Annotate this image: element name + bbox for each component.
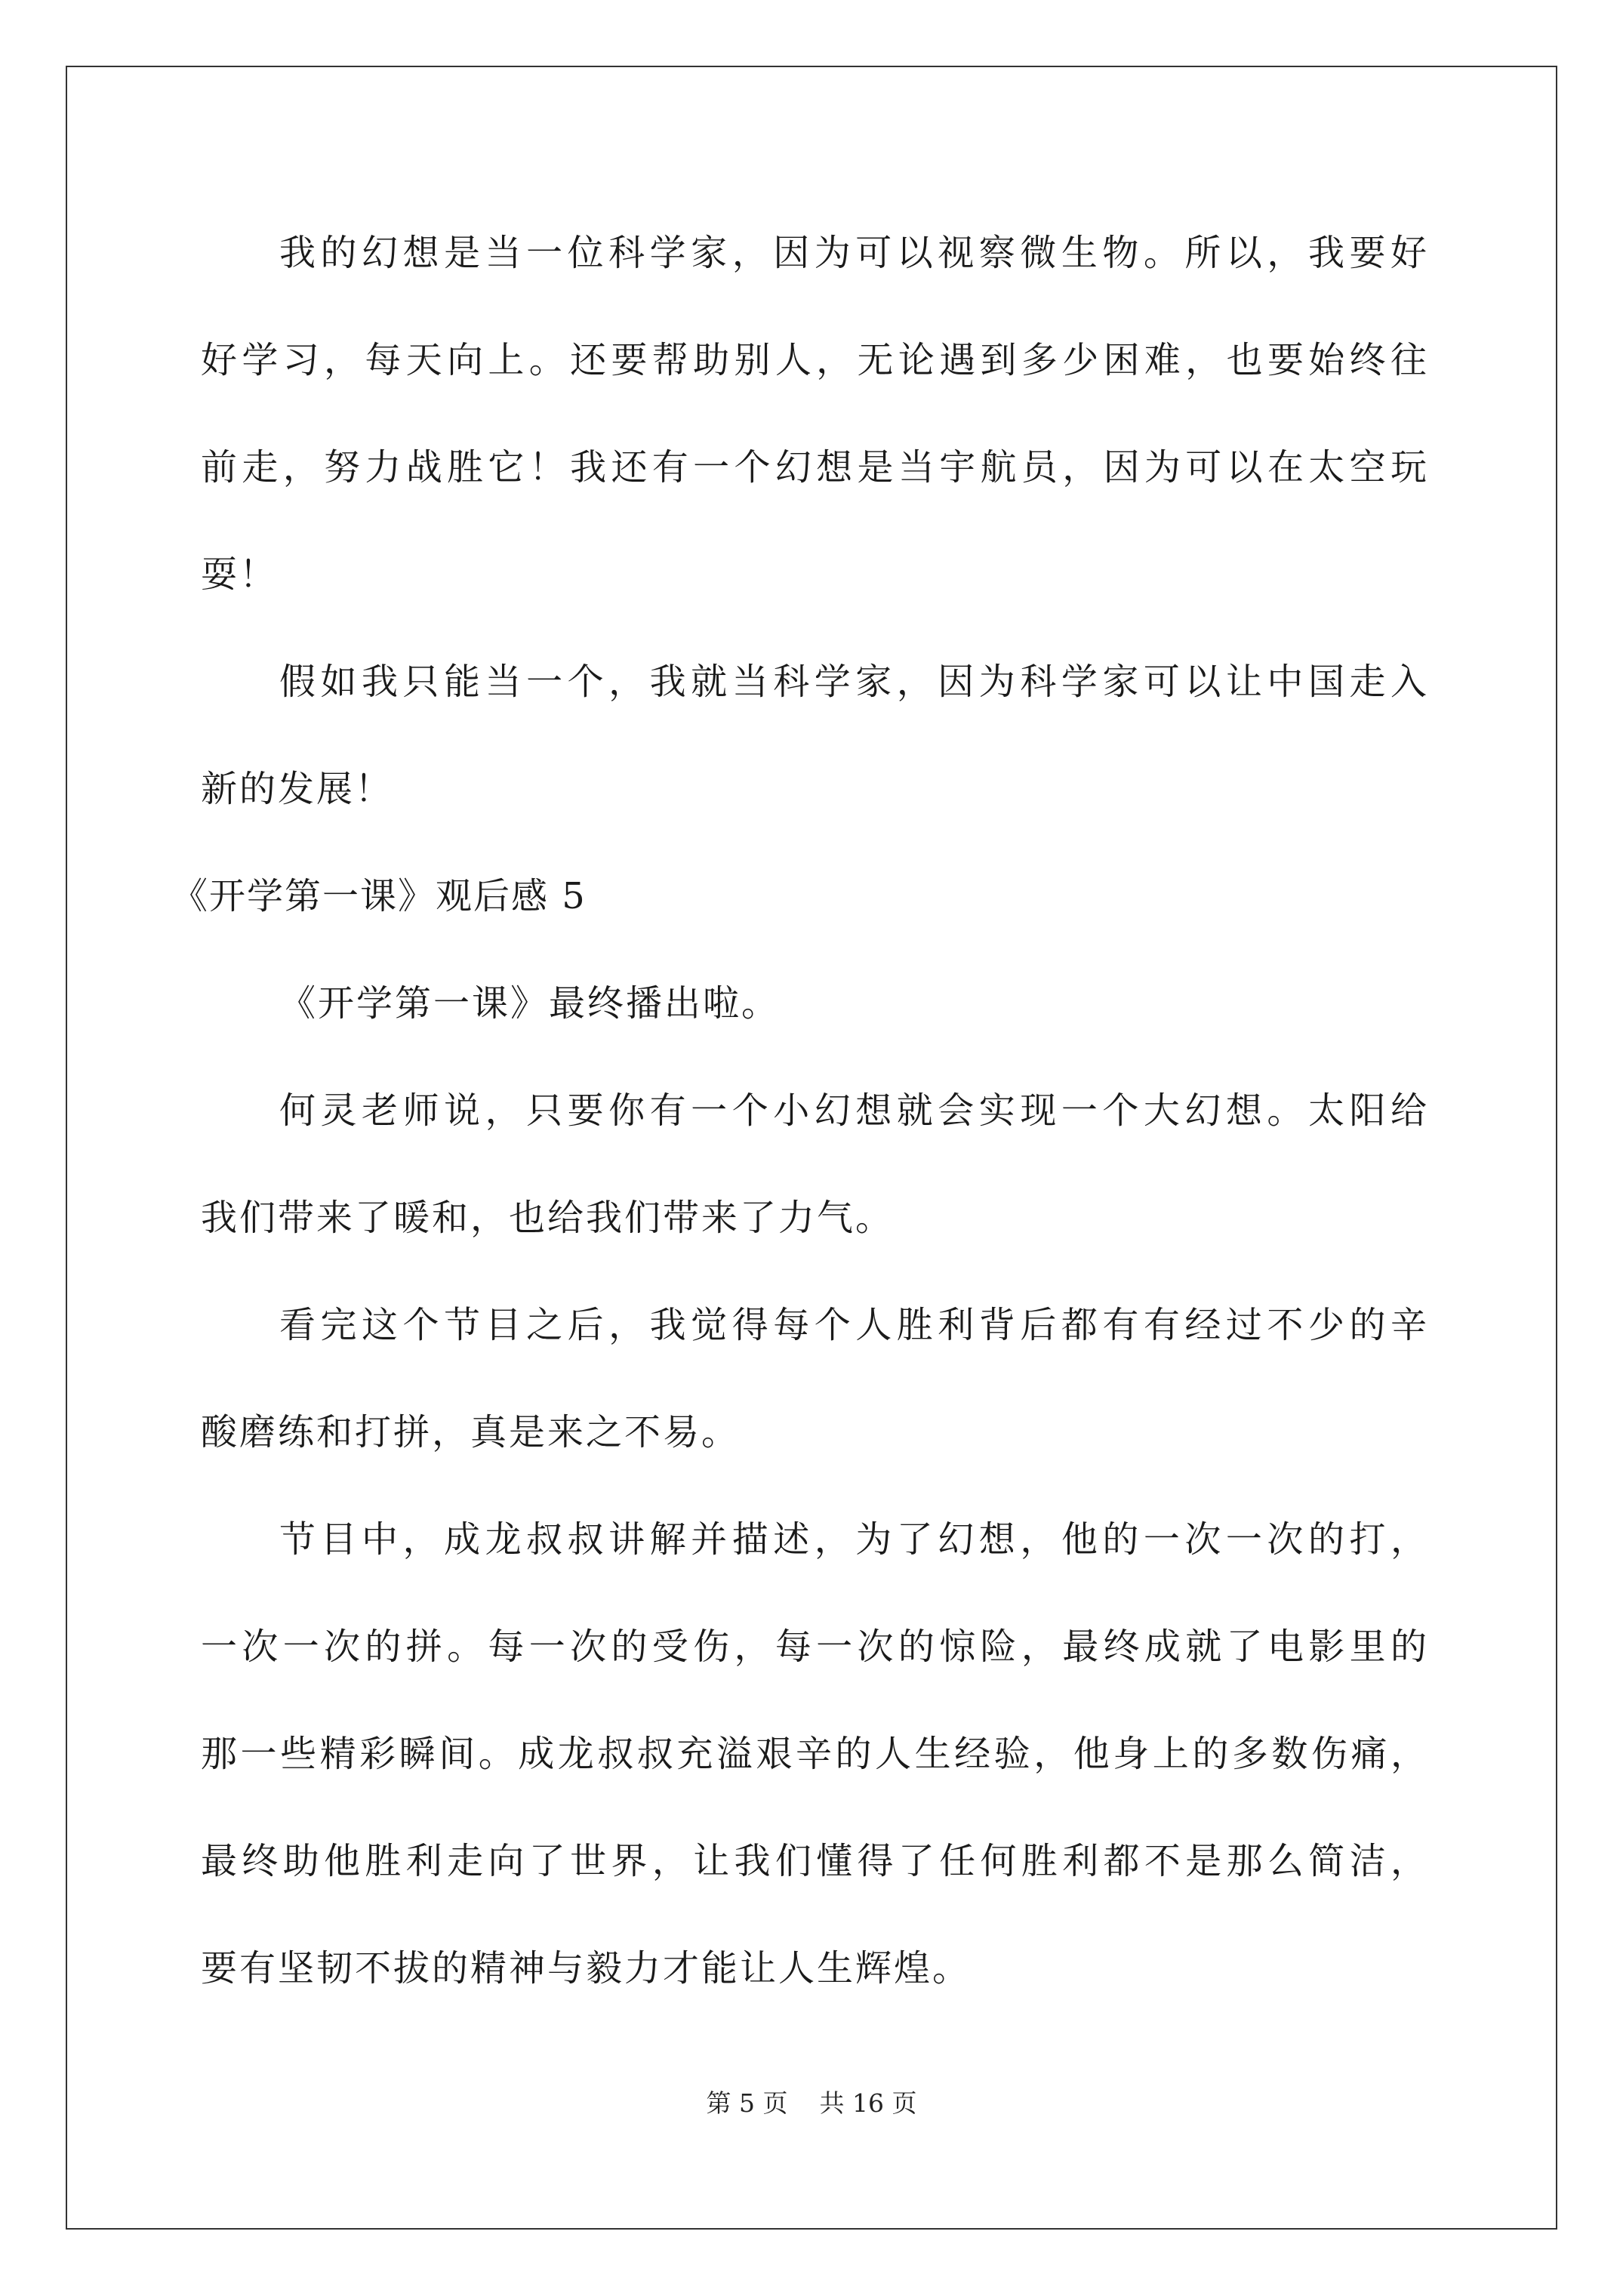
paragraph-3-line-1: 《开学第一课》最终播出啦。 <box>279 982 781 1025</box>
paragraph-6-line-5: 要有坚韧不拔的精神与毅力才能让人生辉煌。 <box>201 1947 972 1989</box>
paragraph-4-line-1: 何灵老师说，只要你有一个小幻想就会实现一个大幻想。太阳给 <box>279 1089 1427 1132</box>
paragraph-6-line-1: 节目中，成龙叔叔讲解并描述，为了幻想，他的一次一次的打， <box>279 1518 1427 1561</box>
paragraph-6-line-3: 那一些精彩瞬间。成龙叔叔充溢艰辛的人生经验，他身上的多数伤痛， <box>201 1733 1427 1775</box>
paragraph-6-line-4: 最终助他胜利走向了世界，让我们懂得了任何胜利都不是那么简洁， <box>201 1840 1427 1882</box>
paragraph-1-line-2: 好学习，每天向上。还要帮助别人，无论遇到多少困难，也要始终往 <box>201 339 1427 381</box>
section-heading: 《开学第一课》观后感 5 <box>171 875 587 917</box>
paragraph-1-line-4: 耍！ <box>201 553 279 596</box>
paragraph-1-line-3: 前走，努力战胜它！我还有一个幻想是当宇航员，因为可以在太空玩 <box>201 446 1427 488</box>
paragraph-6-line-2: 一次一次的拼。每一次的受伤，每一次的惊险，最终成就了电影里的 <box>201 1626 1427 1668</box>
paragraph-5-line-2: 酸磨练和打拼，真是来之不易。 <box>201 1411 741 1453</box>
paragraph-5-line-1: 看完这个节目之后，我觉得每个人胜利背后都有有经过不少的辛 <box>279 1304 1427 1346</box>
page-number-footer: 第 5 页 共 16 页 <box>706 2088 917 2118</box>
paragraph-2-line-1: 假如我只能当一个，我就当科学家，因为科学家可以让中国走入 <box>279 661 1427 703</box>
paragraph-4-line-2: 我们带来了暖和，也给我们带来了力气。 <box>201 1197 895 1239</box>
paragraph-2-line-2: 新的发展！ <box>201 768 394 810</box>
paragraph-1-line-1: 我的幻想是当一位科学家，因为可以视察微生物。所以，我要好 <box>279 232 1427 274</box>
page-border <box>66 66 1557 2230</box>
